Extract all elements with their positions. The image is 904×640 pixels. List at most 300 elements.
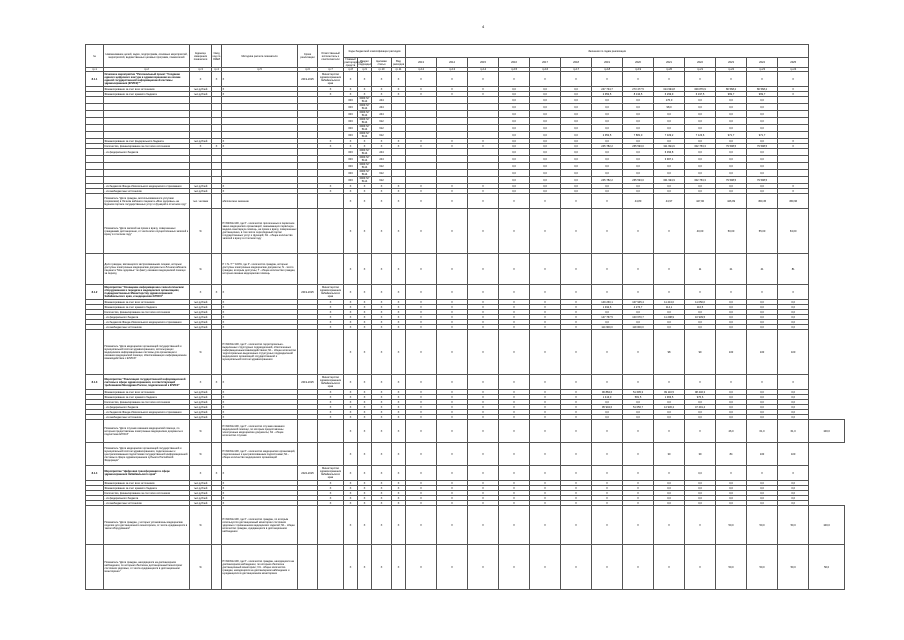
table-cell: Х xyxy=(468,496,499,501)
table-cell: 0,0 xyxy=(685,149,716,156)
table-cell: 84 xyxy=(716,443,747,466)
table-cell xyxy=(212,97,222,104)
table-cell: Х xyxy=(318,310,344,315)
table-cell: 147 767,5 xyxy=(592,315,623,320)
table-cell: P=N2/N1x100, где P - количество медицинских организаций, подключенных к централизованным подсистемам; N1 - общее количество медицинских организаций xyxy=(222,443,298,466)
table-cell: Х xyxy=(406,305,437,310)
table-cell xyxy=(212,111,222,118)
table-cell: Х xyxy=(530,443,561,466)
table-cell: 0,0 xyxy=(592,118,623,125)
table-cell: 0909 N7 5114 xyxy=(358,156,372,163)
table-cell: 0,0 xyxy=(499,189,530,194)
table-cell: Х xyxy=(222,481,298,486)
table-cell: Финансирование за счет краевого бюджета xyxy=(104,486,190,491)
table-cell xyxy=(318,125,344,132)
table-cell: Х xyxy=(530,486,561,491)
column-number: гр.12 xyxy=(406,68,437,72)
table-cell xyxy=(104,111,190,118)
table-cell: Х xyxy=(530,481,561,486)
table-cell: 50,0 xyxy=(809,545,845,590)
table-cell xyxy=(406,149,437,156)
table-cell: Х xyxy=(392,305,406,310)
table-cell: Х xyxy=(437,87,468,92)
table-cell: Х xyxy=(222,184,298,189)
table-cell: тыс.рублей xyxy=(190,184,212,189)
table-cell xyxy=(298,118,318,125)
table-cell xyxy=(212,132,222,139)
table-cell: Х xyxy=(561,254,592,285)
table-cell xyxy=(437,104,468,111)
table-cell: 0909 N7 5114 xyxy=(358,132,372,139)
table-cell: % xyxy=(190,443,212,466)
table-cell: 0,0 xyxy=(685,415,716,420)
table-cell: Х xyxy=(344,545,358,590)
table-cell: Х xyxy=(530,420,561,443)
table-cell: тыс.рублей xyxy=(190,139,212,144)
table-cell: Х xyxy=(685,375,716,390)
table-cell xyxy=(778,111,809,118)
table-cell: Х xyxy=(592,443,623,466)
table-cell: Х xyxy=(685,420,716,443)
column-number: гр.15 xyxy=(499,68,530,72)
table-cell: Х xyxy=(437,486,468,491)
table-cell: 309 876,9 xyxy=(685,87,716,92)
header-executor: Ответственный исполнитель и соисполнители xyxy=(318,45,344,68)
table-cell: 003 xyxy=(344,97,358,104)
table-cell xyxy=(298,506,318,545)
table-cell: - из федерального бюджета xyxy=(104,149,190,156)
table-cell xyxy=(212,443,222,466)
table-cell: 0,0 xyxy=(499,163,530,170)
table-cell: Х xyxy=(561,375,592,390)
table-cell: Х xyxy=(406,496,437,501)
table-cell: 003 xyxy=(344,163,358,170)
table-cell: 581,5 xyxy=(623,395,654,400)
table-cell: Х xyxy=(499,285,530,300)
table-cell: 0,0 xyxy=(747,189,778,194)
table-cell: 0,0 xyxy=(778,320,809,325)
header-code: Свод код по ОКЕИ xyxy=(212,45,222,68)
header-kbk-sub: Раздел подраздел xyxy=(358,59,372,66)
table-cell: Х xyxy=(372,325,392,330)
table-cell xyxy=(104,132,190,139)
table-cell: Х xyxy=(358,209,372,254)
table-cell: 0,0 xyxy=(716,315,747,320)
table-cell xyxy=(778,132,809,139)
table-cell: 612 xyxy=(372,170,392,177)
table-cell xyxy=(104,156,190,163)
table-cell: 0,0 xyxy=(623,410,654,415)
table-cell xyxy=(212,420,222,443)
table-cell: Х xyxy=(437,92,468,97)
table-cell: Х xyxy=(406,72,437,87)
table-cell: Х xyxy=(685,285,716,300)
table-cell xyxy=(104,97,190,104)
table-cell: 14 930,2 xyxy=(654,405,685,410)
table-cell: Х xyxy=(358,92,372,97)
table-cell: Х xyxy=(372,481,392,486)
table-cell: 0,0 xyxy=(685,125,716,132)
table-cell: Х xyxy=(358,285,372,300)
table-cell: Х xyxy=(623,466,654,481)
table-cell xyxy=(86,111,104,118)
table-cell: 8.1.2 xyxy=(86,285,104,300)
table-cell: 0,0 xyxy=(561,170,592,177)
table-cell: Х xyxy=(358,320,372,325)
table-cell: 79 598,5 xyxy=(716,177,747,184)
table-cell xyxy=(318,194,344,209)
header-kbk-sub: Главный распорядитель средств xyxy=(344,58,363,67)
table-cell: Х xyxy=(392,545,406,590)
table-cell: Х xyxy=(372,496,392,501)
table-cell: Х xyxy=(372,92,392,97)
table-cell: 0,0 xyxy=(747,390,778,395)
table-cell: 0,0 xyxy=(716,305,747,310)
table-cell: 80 568,2 xyxy=(747,87,778,92)
table-cell: Х xyxy=(358,305,372,310)
table-cell xyxy=(318,209,344,254)
table-cell xyxy=(212,125,222,132)
table-cell: Х xyxy=(406,330,437,375)
table-cell: Х xyxy=(406,481,437,486)
table-cell: Х xyxy=(372,466,392,481)
table-cell: 1 413,0 xyxy=(592,395,623,400)
table-cell: 0,0 xyxy=(654,325,685,330)
table-cell: 0909 N7 5114 xyxy=(358,170,372,177)
table-cell: Х xyxy=(318,410,344,415)
table-cell: Доля граждан, являющихся застрахованными лицами, которым доступны электронные медицинские документы в Личном кабинете пациента "Мое здоровье" по факту оказания медицинской помощи за период xyxy=(104,254,190,285)
table-cell: Х xyxy=(318,390,344,395)
table-cell: 612 xyxy=(372,118,392,125)
table-cell: % xyxy=(190,209,212,254)
table-cell: Х xyxy=(358,443,372,466)
table-cell: 0,0 xyxy=(747,315,778,320)
table-cell xyxy=(437,97,468,104)
table-cell: Х xyxy=(372,545,392,590)
table-cell: Х xyxy=(344,194,358,209)
table-cell: 0,0 xyxy=(592,156,623,163)
table-cell: Х xyxy=(778,139,809,144)
column-number: гр.14 xyxy=(468,68,499,72)
table-cell: Х xyxy=(561,405,592,410)
table-cell: Х xyxy=(530,330,561,375)
table-cell: Х xyxy=(499,305,530,310)
table-cell: Х xyxy=(654,466,685,481)
table-cell: Х xyxy=(318,496,344,501)
table-cell xyxy=(212,194,222,209)
table-cell: Министерство здравоохранения Забайкальского края xyxy=(318,375,344,390)
table-cell: 0,0 xyxy=(747,139,778,144)
table-cell xyxy=(406,125,437,132)
table-cell: 0,0 xyxy=(654,125,685,132)
table-cell: 1 492,6 xyxy=(592,305,623,310)
table-cell xyxy=(778,149,809,156)
table-cell: Х xyxy=(344,466,358,481)
table-cell: Х xyxy=(406,486,437,491)
table-cell: 98,0 xyxy=(654,104,685,111)
table-cell: 003 xyxy=(344,125,358,132)
table-cell xyxy=(437,177,468,184)
table-cell: 8 134,5 xyxy=(623,92,654,97)
table-cell: Х xyxy=(372,305,392,310)
table-cell: Х xyxy=(592,375,623,390)
table-cell xyxy=(468,104,499,111)
table-cell: 314 994,8 xyxy=(654,87,685,92)
table-body xyxy=(86,72,845,590)
table-cell: Х xyxy=(530,405,561,410)
table-cell xyxy=(212,330,222,375)
table-cell: 0,0 xyxy=(499,111,530,118)
table-cell: Х xyxy=(623,545,654,590)
table-cell: Х xyxy=(437,390,468,395)
table-cell: 100 xyxy=(747,443,778,466)
table-cell: Х xyxy=(778,285,809,300)
table-cell: 0,0 xyxy=(747,400,778,405)
table-cell xyxy=(222,156,298,163)
table-cell xyxy=(86,132,104,139)
table-cell xyxy=(298,194,318,209)
table-cell: Х xyxy=(561,320,592,325)
table-cell: Показатель "Доля граждан, находящихся на диспансерном наблюдении, по которым обеспечен дистанционный мониторинг состояния здоровья, от числа нуждающихся в дистанционном мониторинге" xyxy=(104,545,190,590)
table-cell: 0,0 xyxy=(685,481,716,486)
table-cell xyxy=(86,163,104,170)
table-cell: Показатель "Доля медицинских организаций государственной и муниципальной систем здравоохранения, использующих медицинские информационные системы для организации и оказания медицинской помощи, обеспечивающих информационное взаимодействие с ЕГИСЗ" xyxy=(104,330,190,375)
table-cell: Х xyxy=(716,72,747,87)
table-cell: Х xyxy=(406,285,437,300)
table-cell: 50,0 xyxy=(778,506,809,545)
table-cell: 0,0 xyxy=(747,104,778,111)
table-cell: Х xyxy=(344,420,358,443)
table-cell: 301 994,9 xyxy=(654,177,685,184)
table-cell: 107 945,4 xyxy=(623,300,654,305)
table-cell: Х xyxy=(344,285,358,300)
table-cell: 0,0 xyxy=(685,501,716,506)
table-cell: Количество, финансирование за счет всех источников xyxy=(104,400,190,405)
table-cell: 0,0 xyxy=(654,139,685,144)
table-cell xyxy=(104,177,190,184)
program-table-sheet xyxy=(85,44,845,590)
header-year: 2019 xyxy=(592,58,623,68)
table-cell: Х xyxy=(530,545,561,590)
table-cell: 0,0 xyxy=(499,149,530,156)
table-cell: Х xyxy=(778,375,809,390)
table-cell xyxy=(468,170,499,177)
table-cell: Х xyxy=(392,506,406,545)
table-cell: 100 xyxy=(747,330,778,375)
table-cell: 0,0 xyxy=(747,405,778,410)
table-cell: Х xyxy=(392,375,406,390)
table-cell: Х xyxy=(437,395,468,400)
table-cell: 0,0 xyxy=(654,189,685,194)
table-cell xyxy=(222,97,298,104)
table-cell: 0,0 xyxy=(530,87,561,92)
table-cell: 0,0 xyxy=(530,189,561,194)
table-cell: Показатель "Доля граждан, у которых установлены медицинские изделия для дистанционного мониторинга, от числа нуждающихся в таком оборудовании" xyxy=(104,506,190,545)
table-row xyxy=(86,149,845,156)
table-cell: Х xyxy=(222,395,298,400)
table-cell: 0,0 xyxy=(747,481,778,486)
table-cell: Х xyxy=(437,466,468,481)
table-cell: Х xyxy=(372,315,392,320)
table-cell: 003 xyxy=(344,132,358,139)
table-cell: Х xyxy=(406,189,437,194)
table-cell: 0,0 xyxy=(685,310,716,315)
table-cell: Х xyxy=(392,496,406,501)
table-cell: Х xyxy=(358,486,372,491)
table-cell: Финансирование за счет краевого бюджета xyxy=(104,92,190,97)
table-cell: 41 xyxy=(747,254,778,285)
table-cell: 0,0 xyxy=(716,390,747,395)
table-cell: Х xyxy=(468,209,499,254)
table-cell: 247 734,7 xyxy=(592,87,623,92)
table-cell: Финансирование за счет краевого бюджета xyxy=(104,395,190,400)
table-cell: 0,0 xyxy=(530,144,561,149)
table-cell xyxy=(778,125,809,132)
table-cell: Х xyxy=(344,443,358,466)
table-cell: 0,0 xyxy=(499,156,530,163)
table-cell: 98 446,3 xyxy=(685,390,716,395)
table-cell: Х xyxy=(561,496,592,501)
table-cell: Х xyxy=(392,320,406,325)
table-cell: Х xyxy=(437,285,468,300)
table-cell xyxy=(190,111,212,118)
table-row xyxy=(86,420,845,443)
header-kbk-sub: Вид расходов xyxy=(392,59,405,66)
table-cell xyxy=(468,132,499,139)
table-cell: 21 xyxy=(716,254,747,285)
table-cell: Х xyxy=(222,415,298,420)
table-cell: Х xyxy=(372,415,392,420)
table-cell: Х xyxy=(344,144,358,149)
table-cell: Х xyxy=(437,209,468,254)
table-cell: Х xyxy=(437,315,468,320)
table-cell: 0,0 xyxy=(654,170,685,177)
table-cell: 244 xyxy=(372,111,392,118)
table-cell: 0,0 xyxy=(623,400,654,405)
program-table xyxy=(85,44,845,590)
table-cell: 8.1.1 xyxy=(86,72,104,87)
table-cell: 0,0 xyxy=(778,305,809,310)
table-cell: 0,0 xyxy=(561,139,592,144)
table-cell xyxy=(298,254,318,285)
table-row xyxy=(86,285,845,300)
table-cell: Х xyxy=(468,443,499,466)
table-cell: Х xyxy=(437,545,468,590)
table-cell: Х xyxy=(344,310,358,315)
table-cell: % xyxy=(190,420,212,443)
table-cell: Х xyxy=(358,405,372,410)
table-cell: 103 670,7 xyxy=(623,315,654,320)
table-cell: 0,0 xyxy=(747,320,778,325)
table-cell xyxy=(190,177,212,184)
table-cell xyxy=(778,177,809,184)
table-cell: 0,0 xyxy=(561,111,592,118)
table-cell: Х xyxy=(392,501,406,506)
table-cell: 50,0 xyxy=(747,545,778,590)
table-cell: Х xyxy=(561,194,592,209)
header-kbk: Коды бюджетной классификации расходов xyxy=(344,45,406,58)
table-cell: 0,0 xyxy=(592,139,623,144)
header-year: 2022 xyxy=(685,58,716,68)
table-cell: Х xyxy=(623,330,654,375)
table-cell: Х xyxy=(190,285,212,300)
table-cell xyxy=(86,118,104,125)
table-cell: Х xyxy=(372,395,392,400)
table-cell: Х xyxy=(392,144,406,149)
table-cell: 0,0 xyxy=(592,104,623,111)
table-cell: Финансирование за счет краевого бюджета xyxy=(104,305,190,310)
table-cell xyxy=(406,132,437,139)
table-cell: 0,0 xyxy=(623,189,654,194)
table-cell: Х xyxy=(406,506,437,545)
table-cell xyxy=(406,104,437,111)
table-cell: Х xyxy=(530,415,561,420)
table-cell: 0,0 xyxy=(716,300,747,305)
table-cell: 0,0 xyxy=(685,170,716,177)
table-cell: Х xyxy=(623,486,654,491)
table-cell: 0909 N7 5114 xyxy=(358,97,372,104)
table-cell: Х xyxy=(222,405,298,410)
table-cell: Х xyxy=(654,420,685,443)
table-cell: Х xyxy=(623,506,654,545)
table-cell: Х xyxy=(468,390,499,395)
table-cell: 0,0 xyxy=(499,177,530,184)
column-number: гр.21 xyxy=(685,68,716,72)
column-number: гр.11 xyxy=(392,68,406,72)
table-cell: Х xyxy=(372,87,392,92)
table-cell: Х xyxy=(561,443,592,466)
table-cell: 44,97 xyxy=(654,194,685,209)
table-cell: 0,0 xyxy=(654,496,685,501)
table-cell: Х xyxy=(344,325,358,330)
table-cell: 0,0 xyxy=(592,163,623,170)
header-year: 2024 xyxy=(747,58,778,68)
table-cell: Министерство здравоохранения Забайкальского края xyxy=(318,72,344,87)
table-cell: 0,0 xyxy=(654,163,685,170)
table-cell: 50,0 xyxy=(778,545,809,590)
column-number: гр.18 xyxy=(592,68,623,72)
table-cell: Мероприятие "Оснащение информационно-технологическим оборудованием и передача в медицинских организациях, подведомственных Министерству здравоохранения Забайкальского края, и медицинских ЕГИСЗ" xyxy=(104,285,190,300)
table-row xyxy=(86,104,845,111)
table-cell: Х xyxy=(406,491,437,496)
column-number: гр.19 xyxy=(623,68,654,72)
table-cell: Х xyxy=(372,139,392,144)
table-cell: 0,0 xyxy=(716,491,747,496)
table-cell: Х xyxy=(318,486,344,491)
table-cell: Х xyxy=(530,506,561,545)
table-cell: Х xyxy=(437,375,468,390)
table-cell: Х xyxy=(654,254,685,285)
table-cell: 79 598,5 xyxy=(716,144,747,149)
table-cell: 0,0 xyxy=(561,144,592,149)
table-cell: - из бюджетов Фонда обязательного медицинского страхования xyxy=(104,184,190,189)
table-cell: 0,0 xyxy=(654,501,685,506)
table-cell: Х xyxy=(437,300,468,305)
table-cell: 0,0 xyxy=(561,149,592,156)
table-cell: Х xyxy=(344,501,358,506)
table-cell: Х xyxy=(358,72,372,87)
table-cell: 0,0 xyxy=(747,496,778,501)
table-cell: 6 299,9 xyxy=(654,92,685,97)
table-cell xyxy=(298,97,318,104)
table-cell: Х xyxy=(344,405,358,410)
table-cell: Х xyxy=(392,194,406,209)
table-cell: Х xyxy=(372,420,392,443)
table-cell xyxy=(318,111,344,118)
table-cell: Х xyxy=(406,300,437,305)
table-cell: Х xyxy=(358,545,372,590)
table-cell: Х xyxy=(530,466,561,481)
